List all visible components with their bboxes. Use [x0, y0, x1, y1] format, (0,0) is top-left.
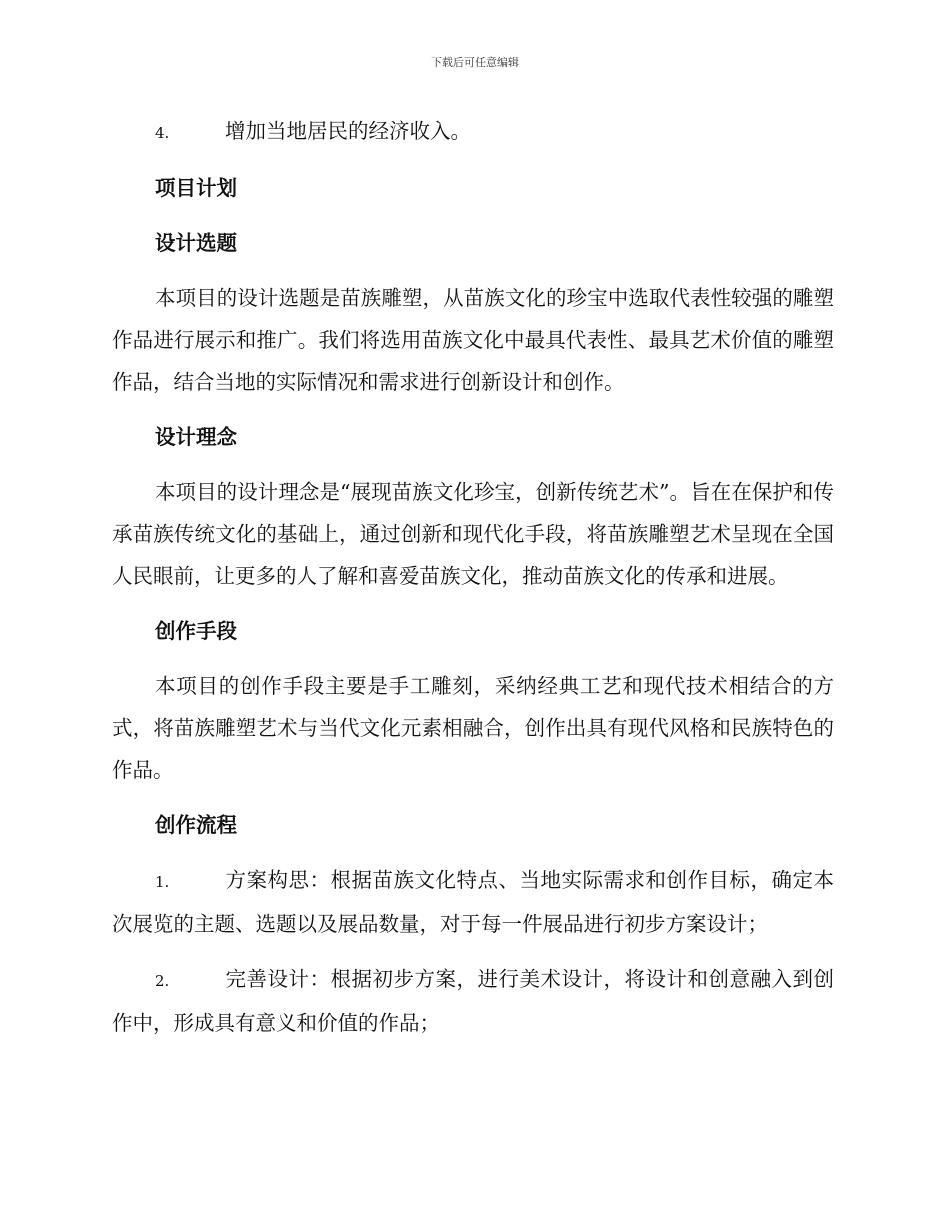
heading-design-concept: 设计理念	[155, 425, 237, 449]
heading-creation-means: 创作手段	[155, 619, 237, 643]
process-item-1	[112, 859, 834, 945]
paragraph-design-topic: 本项目的设计选题是苗族雕塑，从苗族文化的珍宝中选取代表性较强的雕塑作品进行展示和推广。我们将选用苗族文化中最具代表性、最具艺术价值的雕塑作品，结合当地的实际情况和需求进行创新设计和创作。	[112, 286, 834, 394]
list-text: 增加当地居民的经济收入。	[225, 119, 471, 143]
heading-project-plan: 项目计划	[155, 176, 237, 200]
heading-creation-process: 创作流程	[155, 813, 237, 837]
paragraph-creation-means: 本项目的创作手段主要是手工雕刻，采纳经典工艺和现代技术相结合的方式，将苗族雕塑艺术与当代文化元素相融合，创作出具有现代风格和民族特色的作品。	[112, 674, 834, 782]
list-number: 1.	[155, 873, 170, 891]
heading-design-topic: 设计选题	[155, 231, 237, 255]
page-header: 下载后可任意编辑	[431, 56, 519, 69]
document-body	[112, 110, 834, 1044]
list-number: 4.	[155, 124, 170, 142]
process-item-2	[112, 958, 834, 1044]
list-text: 完善设计：根据初步方案，进行美术设计，将设计和创意融入到创作中，形成具有意义和价值的作品；	[112, 967, 834, 1035]
paragraph-design-concept: 本项目的设计理念是“展现苗族文化珍宝，创新传统艺术”。旨在在保护和传承苗族传统文化的基础上，通过创新和现代化手段，将苗族雕塑艺术呈现在全国人民眼前，让更多的人了解和喜爱苗族文化，推动苗族文化的传承和进展。	[112, 480, 834, 588]
list-item-4	[112, 110, 834, 154]
list-text: 方案构思：根据苗族文化特点、当地实际需求和创作目标，确定本次展览的主题、选题以及展品数量，对于每一件展品进行初步方案设计；	[112, 868, 834, 936]
list-number: 2.	[155, 972, 170, 990]
